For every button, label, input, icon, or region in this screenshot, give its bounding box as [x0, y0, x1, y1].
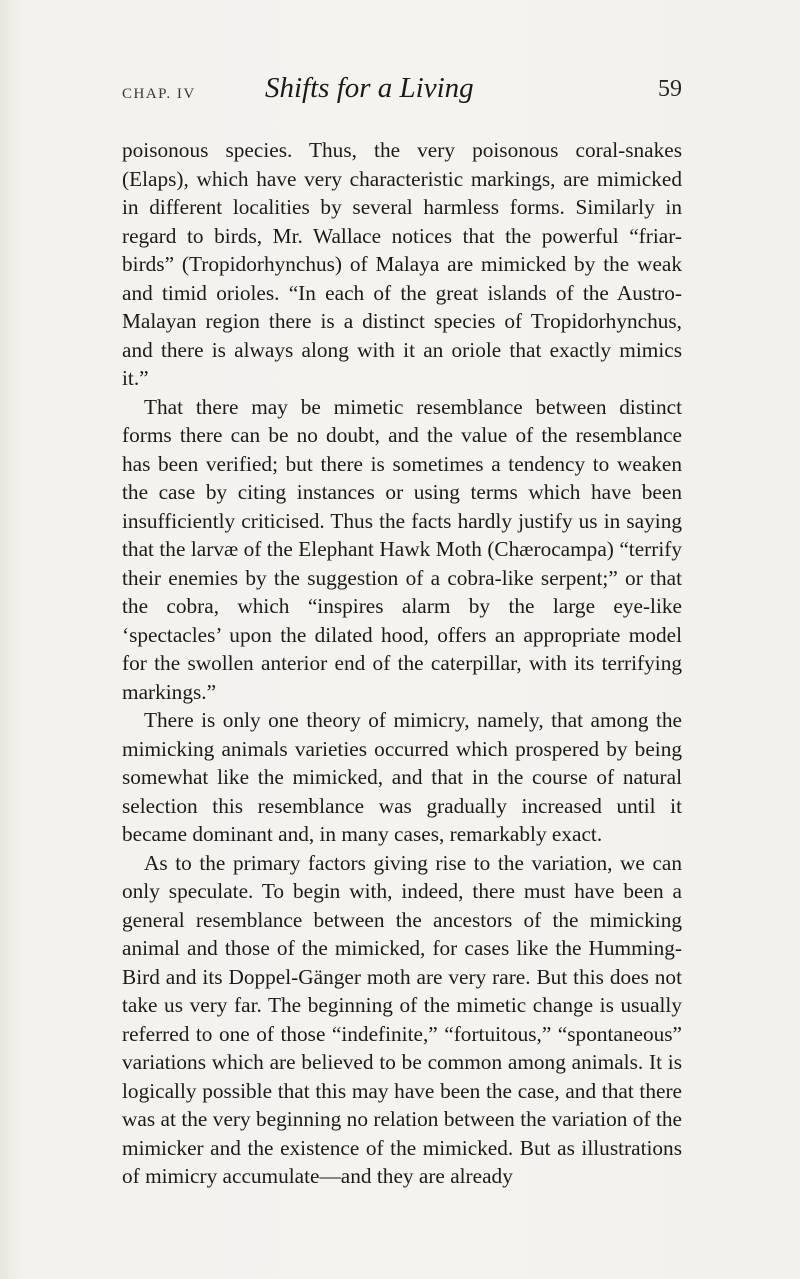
body-text	[122, 136, 682, 1191]
paragraph-3: There is only one theory of mimicry, namely, that among the mimicking animals varieties occurred which prospered by being somewhat like the mimicked, and that in the course of natural selection this resemblance was gradually increased until it became dominant and, in many cases, remarkably exact.	[122, 708, 682, 846]
paragraph-4: As to the primary factors giving rise to the variation, we can only speculate. To begin with, indeed, there must have been a general resemblance between the ancestors of the mimicking animal and those of the mimicked, for cases like the Humming-Bird and its Doppel-Gänger moth are very rare. But this does not take us very far. The beginning of the mimetic change is usually referred to one of those “indefinite,” “fortuitous,” “spontaneous” variations which are believed to be common among animals. It is logically possible that this may have been the case, and that there was at the very beginning no relation between the variation of the mimicker and the existence of the mimicked. But as illustrations of mimicry accumulate—and they are already	[122, 850, 682, 1188]
page-number: 59	[658, 76, 682, 102]
paragraph-2: That there may be mimetic resemblance between distinct forms there can be no doubt, and the value of the resemblance has been verified; but there is sometimes a tendency to weaken the case by citing instances or using terms which have been insufficiently criticised. Thus the facts hardly justify us in saying that the larvæ of the Elephant Hawk Moth (Chærocampa) “terrify their enemies by the suggestion of a cobra-like serpent;” or that the cobra, which “inspires alarm by the large eye-like ‘spectacles’ upon the dilated hood, offers an appropriate model for the swollen anterior end of the caterpillar, with its terrifying markings.”	[122, 394, 682, 704]
paragraph-1: poisonous species. Thus, the very poisonous coral-snakes (Elaps), which have very characteristic markings, are mimicked in different localities by several harmless forms. Similarly in regard to birds, Mr. Wallace notices that the powerful “friar-birds” (Tropidorhynchus) of Malaya are mimicked by the weak and timid orioles. “In each of the great islands of the Austro-Malayan region there is a distinct species of Tropidorhynchus, and there is always along with it an oriole that exactly mimics it.”	[122, 138, 682, 390]
page-header	[122, 72, 682, 112]
chapter-label: CHAP. IV	[122, 86, 196, 102]
running-title: Shifts for a Living	[265, 72, 474, 104]
